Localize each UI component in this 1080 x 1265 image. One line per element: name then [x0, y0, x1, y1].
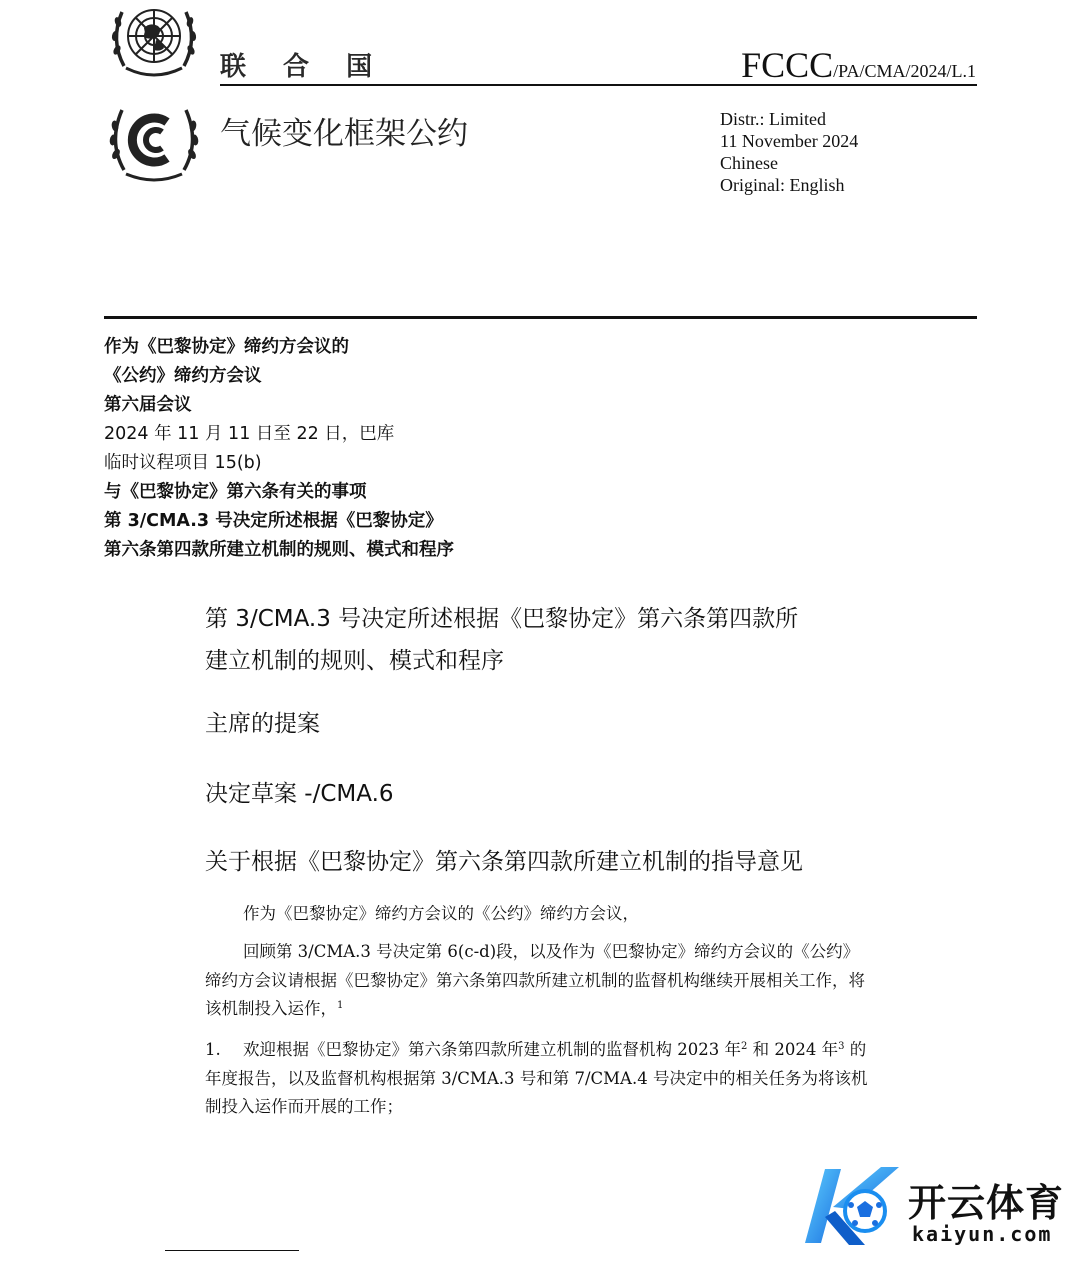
un-name: 联 合 国 [220, 52, 387, 82]
body-name-line1: 作为《巴黎协定》缔约方会议的 [104, 337, 349, 357]
meeting-meta [104, 333, 454, 565]
footnote-ref-2: 2 [740, 1041, 748, 1052]
watermark-brand: 开云体育 [908, 1181, 1065, 1225]
operative-text-part1: 欢迎根据《巴黎协定》第六条第四款所建立机制的监督机构 2023 年 [243, 1040, 741, 1059]
preamble-paragraph-2-text: 回顾第 3/CMA.3 号决定第 6(c-d)段，以及作为《巴黎协定》缔约方会议的《公约》缔约方会议请根据《巴黎协定》第六条第四款所建立机制的监督机构继续开展相关工作，将该机制投入运作， [205, 942, 865, 1018]
session-name: 第六届会议 [104, 395, 192, 415]
agenda-topic: 与《巴黎协定》第六条有关的事项 [104, 482, 367, 502]
document-title-line2: 建立机制的规则、模式和程序 [205, 648, 504, 674]
original-language: Original: English [720, 175, 845, 195]
document-language: Chinese [720, 153, 778, 173]
symbol-prefix: FCCC [741, 45, 834, 85]
watermark-domain: kaiyun.com [912, 1222, 1053, 1246]
document-title-line1: 第 3/CMA.3 号决定所述根据《巴黎协定》第六条第四款所 [205, 606, 799, 632]
section-rule [104, 316, 977, 319]
distribution-block [720, 108, 858, 196]
document-date: 11 November 2024 [720, 131, 859, 151]
unfccc-emblem-icon [104, 100, 204, 182]
footnote-ref-3: 3 [838, 1041, 845, 1052]
convention-name: 气候变化框架公约 [220, 116, 468, 152]
un-emblem-icon [104, 0, 204, 82]
operative-text-part2: 和 2024 年 [747, 1040, 839, 1059]
guidance-heading: 关于根据《巴黎协定》第六条第四款所建立机制的指导意见 [205, 849, 803, 875]
session-dates: 2024 年 11 月 11 日至 22 日，巴库 [104, 424, 395, 444]
kaiyun-logo-icon [795, 1163, 905, 1249]
footnote-ref-1: 1 [337, 1000, 344, 1011]
preamble-paragraph-1: 作为《巴黎协定》缔约方会议的《公约》缔约方会议， [242, 904, 639, 923]
symbol-suffix: /PA/CMA/2024/L.1 [833, 61, 976, 81]
operative-text-part3: 的年度报告，以及监督机构根据第 3/CMA.3 号和第 7/CMA.4 号决定中的相关任务为将该机制投入运作而开展的工作； [205, 1040, 868, 1116]
footnote-separator [165, 1250, 299, 1251]
agenda-subtopic-line1: 第 3/CMA.3 号决定所述根据《巴黎协定》 [104, 511, 443, 531]
document-title [205, 598, 798, 682]
agenda-subtopic-line2: 第六条第四款所建立机制的规则、模式和程序 [104, 540, 454, 560]
distribution-status: Distr.: Limited [720, 109, 826, 129]
draft-decision-heading: 决定草案 -/CMA.6 [205, 781, 394, 807]
document-symbol [741, 44, 976, 86]
preamble-paragraph-2 [205, 938, 875, 1024]
body-name-line2: 《公约》缔约方会议 [104, 366, 262, 386]
paragraph-number: 1. [205, 1040, 221, 1059]
operative-paragraph-1 [205, 1036, 875, 1122]
header-rule [220, 84, 977, 86]
agenda-item: 临时议程项目 15(b) [104, 453, 262, 473]
proposal-heading: 主席的提案 [205, 711, 320, 737]
